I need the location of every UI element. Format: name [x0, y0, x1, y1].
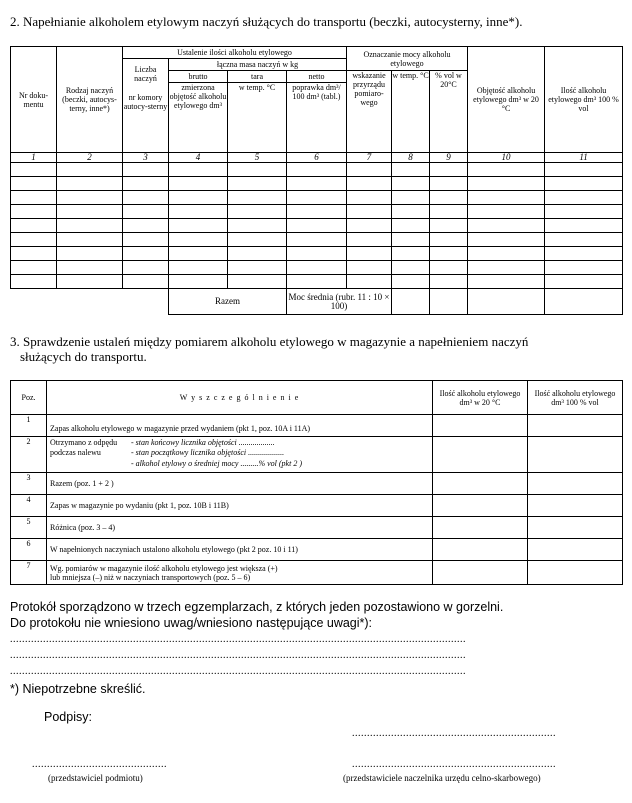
cell[interactable]: [287, 163, 347, 177]
table-row: [11, 261, 623, 275]
col-num: 1: [11, 153, 57, 163]
hdr-ilosc-100: Ilość alkoholu etylowego dm³ 100 % vol: [528, 381, 623, 415]
cell[interactable]: [392, 261, 430, 275]
cell[interactable]: [123, 219, 169, 233]
table-row: [11, 561, 623, 585]
cell[interactable]: [169, 191, 228, 205]
cell[interactable]: [545, 205, 623, 219]
cell[interactable]: [347, 177, 392, 191]
cell[interactable]: [392, 163, 430, 177]
table-row: [11, 191, 623, 205]
cell[interactable]: [545, 247, 623, 261]
poz-num: 6: [11, 539, 47, 561]
cell[interactable]: [228, 275, 287, 289]
poz-num: 7: [11, 561, 47, 585]
cell[interactable]: [287, 261, 347, 275]
protocol-line2: Do protokołu nie wniesiono uwag/wniesiono następujące uwagi*):: [10, 616, 373, 630]
cell[interactable]: [430, 247, 468, 261]
cell[interactable]: [392, 233, 430, 247]
table-row: [11, 205, 623, 219]
cell[interactable]: [169, 219, 228, 233]
row-sub1: - stan końcowy licznika objętości ..................: [131, 438, 275, 447]
cell[interactable]: [545, 219, 623, 233]
cell[interactable]: [228, 177, 287, 191]
hdr-ilosc-20: Ilość alkoholu etylowego dm³ w 20 °C: [433, 381, 528, 415]
cell[interactable]: [287, 275, 347, 289]
section3-title-line2: służących do transportu.: [20, 349, 147, 364]
cell[interactable]: [545, 233, 623, 247]
sig-right-caption: (przedstawiciele naczelnika urzędu celno-skarbowego): [343, 773, 541, 783]
cell[interactable]: [228, 219, 287, 233]
value-cell[interactable]: [433, 517, 528, 539]
cell[interactable]: [169, 177, 228, 191]
poz-num: 5: [11, 517, 47, 539]
cell[interactable]: [11, 219, 57, 233]
transport-table: [10, 46, 623, 315]
cell[interactable]: [228, 163, 287, 177]
cell[interactable]: [392, 247, 430, 261]
cell[interactable]: [347, 233, 392, 247]
col-num: 8: [392, 153, 430, 163]
col-num: 7: [347, 153, 392, 163]
poz-num: 3: [11, 473, 47, 495]
hdr-brutto: brutto: [169, 71, 228, 83]
poz-num: 2: [11, 437, 47, 473]
col-num: 4: [169, 153, 228, 163]
hdr-oznaczanie-mocy: Oznaczanie mocy alkoholu etylowego: [347, 47, 468, 71]
verification-table: [10, 380, 623, 585]
cell[interactable]: [169, 261, 228, 275]
cell[interactable]: [430, 275, 468, 289]
section2-title: 2. Napełnianie alkoholem etylowym naczyń służących do transportu (beczki, autocysterny, inne*).: [10, 14, 523, 29]
row-text: Zapas w magazynie po wydaniu (pkt 1, poz. 10B i 11B): [47, 495, 433, 517]
cell[interactable]: [11, 247, 57, 261]
footnote: *) Niepotrzebne skreślić.: [10, 682, 146, 696]
row-text-compound: [47, 561, 433, 585]
cell[interactable]: [228, 233, 287, 247]
hdr-nr-dokumentu: Nr doku-mentu: [11, 47, 57, 153]
hdr-liczba-label: Liczba naczyń: [134, 65, 157, 83]
cell[interactable]: [545, 177, 623, 191]
table-row: [11, 177, 623, 191]
razem-10-cell[interactable]: [468, 289, 545, 315]
moc-srednia-cell[interactable]: [392, 289, 430, 315]
blank-cell: [11, 289, 169, 315]
cell[interactable]: [347, 205, 392, 219]
table-row: [11, 219, 623, 233]
cell[interactable]: [392, 191, 430, 205]
vol-cell[interactable]: [430, 289, 468, 315]
cell[interactable]: [57, 261, 123, 275]
value-cell[interactable]: [528, 473, 623, 495]
cell[interactable]: [430, 177, 468, 191]
remarks-line[interactable]: ........................................................................................................................................................: [10, 666, 466, 677]
remarks-line[interactable]: ........................................................................................................................................................: [10, 634, 466, 645]
hdr-netto: netto: [287, 71, 347, 83]
col-num: 10: [468, 153, 545, 163]
cell[interactable]: [468, 177, 545, 191]
hdr-liczba-naczyn: [123, 59, 169, 153]
section3-title-line1: 3. Sprawdzenie ustaleń między pomiarem alkoholu etylowego w magazynie a napełnieniem naczyń: [10, 334, 529, 349]
podpisy-label: Podpisy:: [44, 710, 92, 724]
signature-line-left[interactable]: .............................................: [32, 759, 167, 770]
signature-line-top[interactable]: ....................................................................: [352, 728, 556, 739]
hdr-laczna-masa: łączna masa naczyń w kg: [169, 59, 347, 71]
cell[interactable]: [287, 205, 347, 219]
row-text: W napełnionych naczyniach ustalono alkoholu etylowego (pkt 2 poz. 10 i 11): [47, 539, 433, 561]
hdr-tara: tara: [228, 71, 287, 83]
cell[interactable]: [57, 275, 123, 289]
row-text-line2: lub mniejsza (–) niż w naczyniach transportowych (poz. 5 – 6): [50, 572, 251, 582]
signature-line-right[interactable]: ....................................................................: [352, 759, 556, 770]
cell[interactable]: [392, 275, 430, 289]
cell[interactable]: [11, 233, 57, 247]
hdr-objetosc: Objętość alkoholu etylowego dm³ w 20 °C: [468, 47, 545, 153]
moc-srednia-label: Moc średnia (rubr. 11 : 10 × 100): [287, 289, 392, 315]
value-cell[interactable]: [433, 415, 528, 437]
table-row: [11, 473, 623, 495]
cell[interactable]: [169, 275, 228, 289]
cell[interactable]: [430, 205, 468, 219]
cell[interactable]: [392, 177, 430, 191]
cell[interactable]: [347, 191, 392, 205]
table-row: [11, 495, 623, 517]
value-cell[interactable]: [528, 495, 623, 517]
cell[interactable]: [430, 233, 468, 247]
row-sub3: - alkohol etylowy o średniej mocy .........% vol (pkt 2 ): [131, 459, 302, 468]
row-text: Razem (poz. 1 + 2 ): [47, 473, 433, 495]
cell[interactable]: [228, 205, 287, 219]
value-cell[interactable]: [528, 539, 623, 561]
cell[interactable]: [347, 247, 392, 261]
value-cell[interactable]: [433, 495, 528, 517]
razem-row: [11, 289, 623, 315]
cell[interactable]: [57, 247, 123, 261]
hdr-nr-komory: nr komory autocy-sterny: [123, 93, 168, 111]
cell[interactable]: [545, 191, 623, 205]
cell[interactable]: [347, 219, 392, 233]
cell[interactable]: [468, 219, 545, 233]
row-text-b: podczas nalewu: [50, 448, 101, 457]
cell[interactable]: [57, 219, 123, 233]
cell[interactable]: [287, 247, 347, 261]
table-row: [11, 517, 623, 539]
hdr-zmierzona: zmierzona objętość alkoholu etylowego dm³: [169, 83, 228, 153]
table-row: [11, 233, 623, 247]
cell[interactable]: [11, 177, 57, 191]
cell[interactable]: [123, 163, 169, 177]
table-row: [11, 275, 623, 289]
cell[interactable]: [287, 233, 347, 247]
cell[interactable]: [123, 191, 169, 205]
hdr-poz: Poz.: [11, 381, 47, 415]
cell[interactable]: [123, 177, 169, 191]
cell[interactable]: [11, 191, 57, 205]
col-num: 6: [287, 153, 347, 163]
cell[interactable]: [545, 261, 623, 275]
value-cell[interactable]: [528, 517, 623, 539]
cell[interactable]: [287, 191, 347, 205]
row-text-compound: [47, 437, 433, 473]
cell[interactable]: [392, 205, 430, 219]
cell[interactable]: [123, 275, 169, 289]
cell[interactable]: [169, 233, 228, 247]
remarks-line[interactable]: ........................................................................................................................................................: [10, 650, 466, 661]
table-row: [11, 437, 623, 473]
cell[interactable]: [468, 163, 545, 177]
table-row: [11, 163, 623, 177]
hdr-wyszczegolnienie: W y s z c z e g ó l n i e n i e: [47, 381, 433, 415]
cell[interactable]: [11, 275, 57, 289]
cell[interactable]: [347, 163, 392, 177]
cell[interactable]: [468, 275, 545, 289]
col-num: 9: [430, 153, 468, 163]
cell[interactable]: [545, 275, 623, 289]
razem-11-cell[interactable]: [545, 289, 623, 315]
value-cell[interactable]: [528, 415, 623, 437]
col-num: 3: [123, 153, 169, 163]
cell[interactable]: [468, 233, 545, 247]
poz-num: 4: [11, 495, 47, 517]
hdr-poprawka: poprawka dm³/ 100 dm³ (tabl.): [287, 83, 347, 153]
cell[interactable]: [347, 275, 392, 289]
cell[interactable]: [11, 261, 57, 275]
col-num: 5: [228, 153, 287, 163]
cell[interactable]: [347, 261, 392, 275]
cell[interactable]: [11, 163, 57, 177]
cell[interactable]: [228, 191, 287, 205]
cell[interactable]: [545, 163, 623, 177]
cell[interactable]: [123, 205, 169, 219]
value-cell[interactable]: [433, 561, 528, 585]
row-sub2: - stan początkowy licznika objętości ..................: [131, 448, 285, 457]
cell[interactable]: [57, 191, 123, 205]
cell[interactable]: [169, 163, 228, 177]
table-row: [11, 415, 623, 437]
hdr-w-temp2: w temp. °C: [392, 71, 430, 153]
cell[interactable]: [169, 205, 228, 219]
cell[interactable]: [392, 219, 430, 233]
col-num: 2: [57, 153, 123, 163]
cell[interactable]: [11, 205, 57, 219]
cell[interactable]: [430, 219, 468, 233]
hdr-rodzaj-naczyn: Rodzaj naczyń (beczki, autocys-terny, inne*): [57, 47, 123, 153]
hdr-wskazanie: wskazanie przyrządu pomiaro-wego: [347, 71, 392, 153]
protocol-line1: Protokół sporządzono w trzech egzemplarzach, z których jeden pozostawiono w gorzelni.: [10, 600, 504, 614]
row-text-line1: Wg. pomiarów w magazynie ilość alkoholu etylowego jest większa (+): [50, 563, 278, 573]
razem-label: Razem: [169, 289, 287, 315]
row-text: Zapas alkoholu etylowego w magazynie przed wydaniem (pkt 1, poz. 10A i 11A): [47, 415, 433, 437]
value-cell[interactable]: [433, 473, 528, 495]
value-cell[interactable]: [528, 561, 623, 585]
value-cell[interactable]: [433, 539, 528, 561]
cell[interactable]: [57, 205, 123, 219]
sig-left-caption: (przedstawiciel podmiotu): [48, 773, 143, 783]
section3-title: [10, 334, 528, 364]
hdr-ilosc: Ilość alkoholu etylowego dm³ 100 % vol: [545, 47, 623, 153]
cell[interactable]: [468, 191, 545, 205]
hdr-ustalenie: Ustalenie ilości alkoholu etylowego: [123, 47, 347, 59]
hdr-w-temp: w temp. °C: [228, 83, 287, 153]
hdr-vol: % vol w 20°C: [430, 71, 468, 153]
cell[interactable]: [468, 205, 545, 219]
value-cell[interactable]: [433, 437, 528, 473]
row-text-a: Otrzymano z odpędu: [50, 438, 118, 447]
cell[interactable]: [123, 261, 169, 275]
cell[interactable]: [169, 247, 228, 261]
cell[interactable]: [123, 247, 169, 261]
cell[interactable]: [287, 177, 347, 191]
table-row: [11, 539, 623, 561]
cell[interactable]: [57, 233, 123, 247]
cell[interactable]: [430, 191, 468, 205]
poz-num: 1: [11, 415, 47, 437]
cell[interactable]: [228, 247, 287, 261]
cell[interactable]: [57, 163, 123, 177]
cell[interactable]: [430, 163, 468, 177]
cell[interactable]: [430, 261, 468, 275]
cell[interactable]: [468, 247, 545, 261]
cell[interactable]: [287, 219, 347, 233]
table-row: [11, 247, 623, 261]
cell[interactable]: [468, 261, 545, 275]
col-num: 11: [545, 153, 623, 163]
cell[interactable]: [228, 261, 287, 275]
cell[interactable]: [57, 177, 123, 191]
row-text: Różnica (poz. 3 – 4): [47, 517, 433, 539]
cell[interactable]: [123, 233, 169, 247]
value-cell[interactable]: [528, 437, 623, 473]
